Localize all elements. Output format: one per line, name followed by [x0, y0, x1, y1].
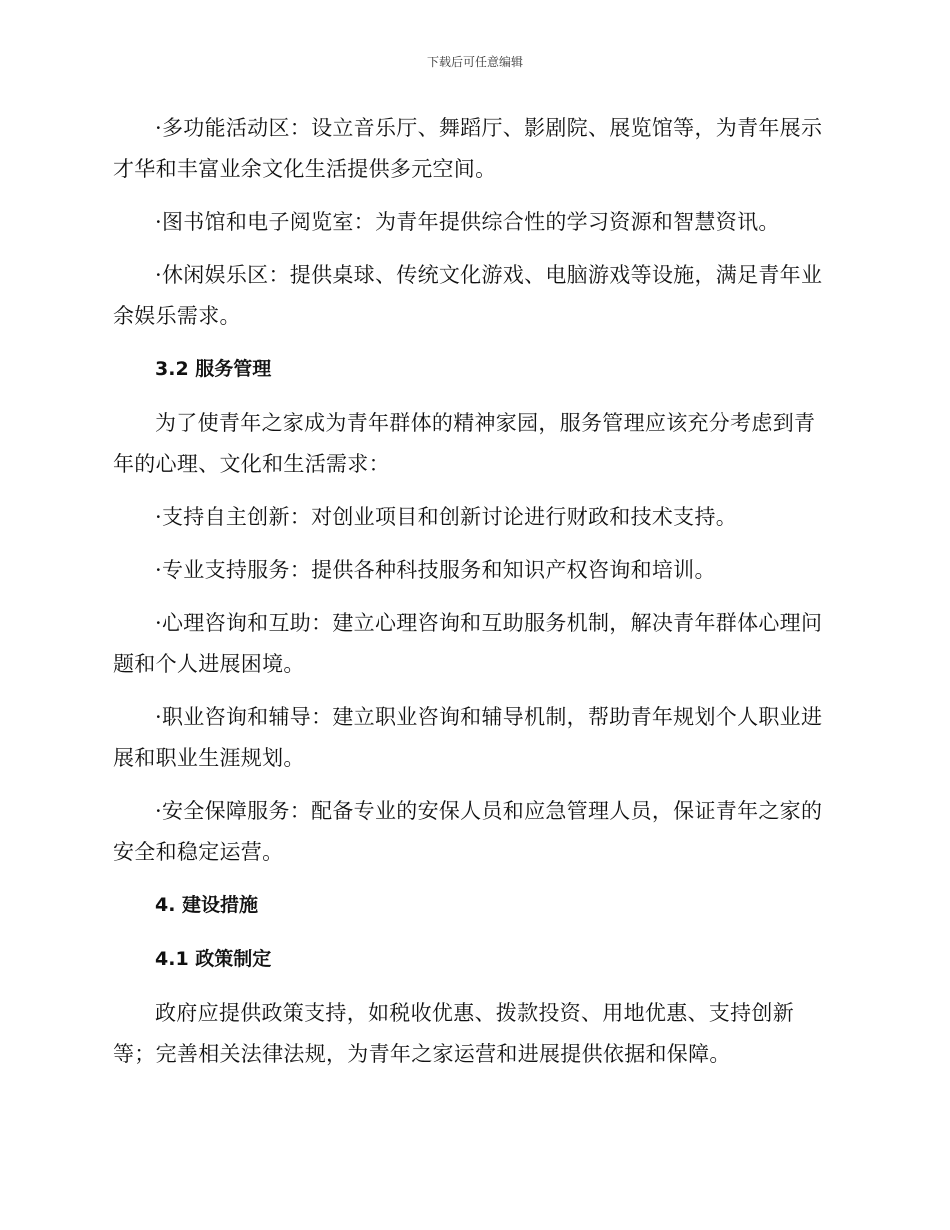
paragraph-policy: 政府应提供政策支持，如税收优惠、拨款投资、用地优惠、支持创新等；完善相关法律法规，为青年之家运营和进展提供依据和保障。 — [113, 1001, 794, 1066]
section-heading-4: 4. 建设措施 — [155, 894, 259, 916]
section-heading-4-1: 4.1 政策制定 — [155, 948, 272, 970]
bullet-psych-counseling: ·心理咨询和互助：建立心理咨询和互助服务机制，解决青年群体心理问题和个人进展困境。 — [113, 611, 823, 676]
section-heading-3-2: 3.2 服务管理 — [155, 358, 272, 380]
bullet-library-reading-room: ·图书馆和电子阅览室：为青年提供综合性的学习资源和智慧资讯。 — [155, 210, 780, 234]
bullet-safety-service: ·安全保障服务：配备专业的安保人员和应急管理人员，保证青年之家的安全和稳定运营。 — [113, 799, 823, 864]
bullet-leisure-area: ·休闲娱乐区：提供桌球、传统文化游戏、电脑游戏等设施，满足青年业余娱乐需求。 — [113, 263, 823, 328]
page-header: 下载后可任意编辑 — [426, 55, 523, 69]
bullet-innovation-support: ·支持自主创新：对创业项目和创新讨论进行财政和技术支持。 — [155, 505, 738, 529]
bullet-professional-support: ·专业支持服务：提供各种科技服务和知识产权咨询和培训。 — [155, 558, 716, 582]
bullet-multifunction-area: ·多功能活动区：设立音乐厅、舞蹈厅、影剧院、展览馆等，为青年展示才华和丰富业余文化生活提供多元空间。 — [113, 116, 823, 181]
document-body — [113, 108, 833, 1087]
paragraph-service-intro: 为了使青年之家成为青年群体的精神家园，服务管理应该充分考虑到青年的心理、文化和生活需求： — [113, 411, 816, 476]
bullet-career-counseling: ·职业咨询和辅导：建立职业咨询和辅导机制，帮助青年规划个人职业进展和职业生涯规划。 — [113, 705, 823, 770]
